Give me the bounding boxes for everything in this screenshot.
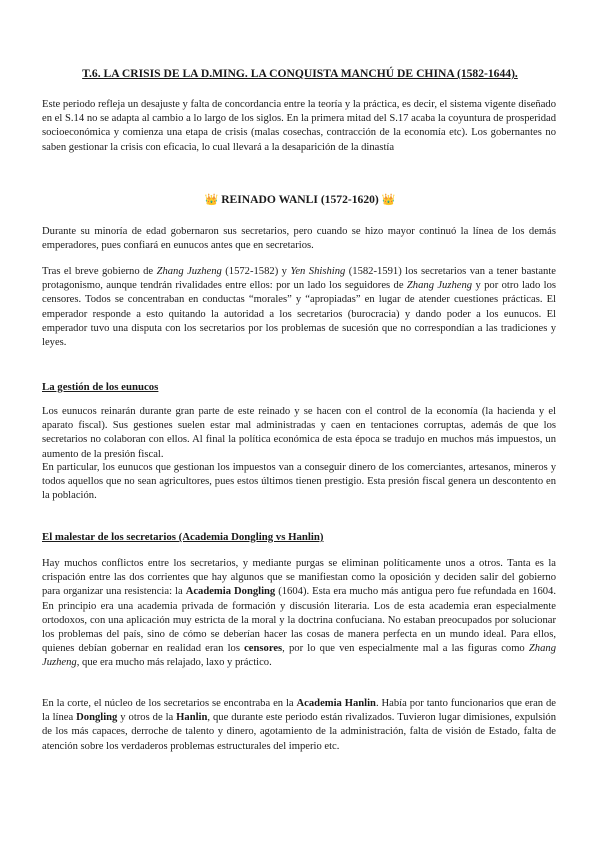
text-run: Hay muchos conflictos entre los secretarios, y mediante purgas se eliminan políticamente unos a otros. Tanta es la crispación entre las dos corrientes que hay algunos que se manifiestan como la oposición y deciden salir del gobierno para organizar una resistencia: la [42,558,556,598]
text-run: y por otro lado los censores. Todos se concentraban en conductas “morales” y “apropiadas” en lugar de atender cuestiones prácticas. El emperador responde a esto quitando la autoridad a los secretarios (burocracia) y dando poder a los eunucos. El emperador tuvo una disputa con los secretarios por los problemas de sucesión que no correspondían a las tradiciones y leyes. [42,280,556,349]
reign-paragraph-2 [42,265,556,350]
bold-term: Dongling [76,712,118,724]
crown-icon: 👑 [204,194,219,206]
text-run: (1582-1591) los secretarios van a tener bastante protagonismo, aunque tendrán rivalidades entre ellos: por un lado los seguidores de [42,266,556,292]
bold-term: censores [244,643,283,655]
text-run: En la corte, el núcleo de los secretarios se encontraba en la [42,698,297,709]
reign-paragraph-1: Durante su minoría de edad gobernaron sus secretarios, pero cuando se hizo mayor continuó la línea de los demás emperadores, pues confiará en eunucos antes que en secretarios. [42,226,556,252]
reign-title: REINADO WANLI (1572-1620) [221,193,379,206]
text-run: Tras el breve gobierno de [42,266,157,277]
eunucos-paragraph-2: En particular, los eunucos que gestionan los impuestos van a conseguir dinero de los comerciantes, artesanos, mineros y todos aquellos que no sean agricultores, pues estos últimos tienen prestigio. Esta presión fiscal genera un descontento en la población. [42,462,556,502]
malestar-heading: El malestar de los secretarios (Academia Dongling vs Hanlin) [42,531,324,543]
person-name: Zhang Juzheng [406,280,473,292]
text-run: , que era mucho más relajado, laxo y práctico. [76,657,272,669]
text-run: (1604). Esta era mucho más antigua pero fue refundada en 1604. En principio era una academia privada de formación y discusión literaria. Los de esta academia eran especialmente ortodoxos, con una aplicación muy estricta de la moral y la doctrina confuciana. No estaban preocupados por solucionar los problemas del país, sino de cómo se deberían hacer las cosas de manera perfecta en un mundo ideal. Para ellos, quienes debían gobernar en realidad eran los [42,586,557,655]
text-run: y otros de la [117,712,177,724]
reign-heading [40,193,560,207]
academy-name: Academia Hanlin [296,698,376,709]
eunucos-paragraph-1: Los eunucos reinarán durante gran parte de este reinado y se hacen con el control de la economía (la hacienda y el aparato fiscal). Sus gestiones suelen estar mal administradas y caen en tentaciones corruptas, además de que los secretarios no colaboran con ellos. Al final la política económica de esta época se tradujo en muchos más impuestos, un aumento de la presión fiscal. [42,406,556,460]
crown-icon: 👑 [381,194,396,206]
text-run: . Había por tanto funcionarios que eran de la línea [42,698,556,724]
person-name: Zhang Juzheng [156,266,222,277]
academy-name: Academia Dongling [185,586,276,598]
eunucos-heading: La gestión de los eunucos [42,381,159,393]
person-name: Yen Shishing [290,266,346,277]
text-run: (1572-1582) y [221,266,291,277]
malestar-paragraph-1 [42,557,556,671]
malestar-paragraph-2 [42,697,556,754]
page-title: T.6. LA CRISIS DE LA D.MING. LA CONQUISTA MANCHÚ DE CHINA (1582-1644). [82,67,518,80]
intro-paragraph: Este periodo refleja un desajuste y falta de concordancia entre la teoría y la práctica, es decir, el sistema vigente diseñado en el S.14 no se adapta al cambio a lo largo de los siglos. En la primera mitad del S.17 acaba la coyuntura de prosperidad socioeconómica y comienza una etapa de crisis (malas cosechas, contracción de la economía etc). Los gobernantes no saben gestionar la crisis con eficacia, lo cual llevará a la desaparición de la dinastía [42,99,556,153]
person-name: Zhang Juzheng [42,643,556,669]
bold-term: Hanlin [176,712,208,724]
text-run: , que durante este periodo están rivalizados. Tuvieron lugar dimisiones, expulsión de los más capaces, derroche de talento y dinero, agotamiento de la administración, falta de visión de Estado, falta de atención sobre los verdaderos problemas estructurales del imperio etc. [42,712,556,752]
text-run: , por lo que ven especialmente mal a las figuras como [282,643,529,655]
